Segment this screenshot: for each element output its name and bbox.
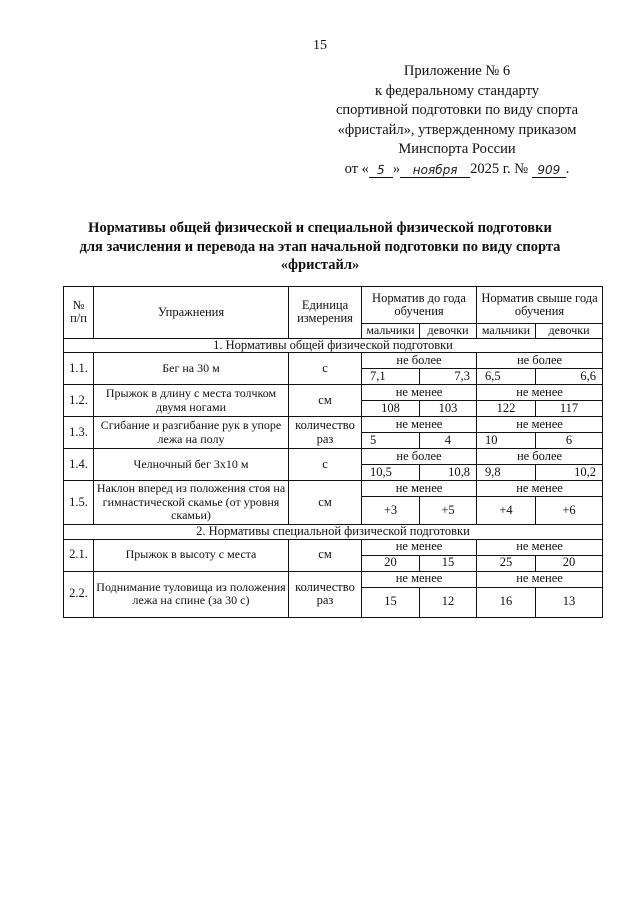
table-row (64, 481, 603, 497)
annex-line: Минспорта России (398, 141, 516, 157)
value-cell: +4 (477, 497, 536, 525)
value-cell: 15 (420, 555, 477, 571)
section-title: 1. Нормативы общей физической подготовки (64, 338, 603, 353)
annex-line: «фристайл», утвержденному приказом (337, 121, 577, 138)
row-exercise: Наклон вперед из положения стоя на гимнастической скамье (от уровня скамьи) (94, 481, 289, 525)
order-quote: » (392, 160, 401, 177)
row-number: 2.1. (64, 539, 94, 571)
row-exercise: Прыжок в высоту с места (94, 539, 289, 571)
value-cell: 117 (536, 401, 603, 417)
value-cell: 9,8 (477, 465, 536, 481)
order-line (312, 160, 602, 180)
value-cell: 6 (536, 433, 603, 449)
row-unit: количество раз (289, 571, 362, 617)
row-number: 2.2. (64, 571, 94, 617)
section-row (64, 338, 603, 353)
header-num: № п/п (64, 287, 94, 339)
row-qualifier: не менее (477, 539, 603, 555)
row-qualifier: не менее (362, 417, 477, 433)
value-cell: 13 (536, 587, 603, 617)
order-prefix: от « (344, 160, 369, 177)
table-row (64, 385, 603, 401)
header-girls: девочки (536, 324, 603, 339)
value-cell: 16 (477, 587, 536, 617)
value-cell: 122 (477, 401, 536, 417)
row-number: 1.5. (64, 481, 94, 525)
row-qualifier: не менее (477, 385, 603, 401)
row-qualifier: не более (362, 353, 477, 369)
row-qualifier: не менее (477, 481, 603, 497)
value-cell: 5 (362, 433, 420, 449)
row-qualifier: не менее (362, 571, 477, 587)
order-end: . (565, 160, 570, 177)
value-cell: 7,3 (420, 369, 477, 385)
order-month: ноября (400, 163, 470, 178)
norms-table (63, 286, 603, 618)
value-cell: 10,2 (536, 465, 603, 481)
order-day: 5 (369, 163, 393, 178)
row-qualifier: не менее (477, 417, 603, 433)
value-cell: 7,1 (362, 369, 420, 385)
table-row (64, 449, 603, 465)
row-number: 1.2. (64, 385, 94, 417)
section-title: 2. Нормативы специальной физической подготовки (64, 525, 603, 540)
header-before-year: Норматив до года обучения (362, 287, 477, 324)
title-line: «фристайл» (280, 257, 360, 273)
row-exercise: Прыжок в длину с места толчком двумя ногами (94, 385, 289, 417)
row-exercise: Бег на 30 м (94, 353, 289, 385)
title-line: Нормативы общей физической и специальной физической подготовки (88, 220, 552, 236)
value-cell: 6,5 (477, 369, 536, 385)
header-girls: девочки (420, 324, 477, 339)
table-header-row (64, 287, 603, 324)
row-unit: количество раз (289, 417, 362, 449)
row-unit: см (289, 539, 362, 571)
value-cell: 4 (420, 433, 477, 449)
value-cell: 6,6 (536, 369, 603, 385)
row-qualifier: не менее (362, 385, 477, 401)
annex-line: к федеральному стандарту (375, 82, 539, 99)
annex-line: спортивной подготовки по виду спорта (335, 102, 579, 118)
header-boys: мальчики (362, 324, 420, 339)
row-qualifier: не более (477, 449, 603, 465)
page-number: 15 (313, 38, 327, 53)
row-exercise: Сгибание и разгибание рук в упоре лежа на полу (94, 417, 289, 449)
row-qualifier: не менее (362, 481, 477, 497)
value-cell: 25 (477, 555, 536, 571)
value-cell: 108 (362, 401, 420, 417)
row-unit: см (289, 481, 362, 525)
row-exercise: Челночный бег 3х10 м (94, 449, 289, 481)
header-unit: Единица измерения (289, 287, 362, 339)
value-cell: 10,8 (420, 465, 477, 481)
row-unit: см (289, 385, 362, 417)
section-row (64, 525, 603, 540)
title-line: для зачисления и перевода на этап начальной подготовки по виду спорта (79, 238, 561, 255)
value-cell: 12 (420, 587, 477, 617)
table-row (64, 353, 603, 369)
header-after-year: Норматив свыше года обучения (477, 287, 603, 324)
value-cell: +3 (362, 497, 420, 525)
value-cell: 15 (362, 587, 420, 617)
order-number: 909 (532, 163, 566, 178)
row-unit: с (289, 353, 362, 385)
row-number: 1.1. (64, 353, 94, 385)
value-cell: +5 (420, 497, 477, 525)
value-cell: +6 (536, 497, 603, 525)
header-exercise: Упражнения (94, 287, 289, 339)
row-qualifier: не менее (477, 571, 603, 587)
row-number: 1.3. (64, 417, 94, 449)
row-number: 1.4. (64, 449, 94, 481)
header-boys: мальчики (477, 324, 536, 339)
table-row (64, 417, 603, 433)
value-cell: 10 (477, 433, 536, 449)
value-cell: 103 (420, 401, 477, 417)
annex-header (312, 62, 602, 179)
value-cell: 10,5 (362, 465, 420, 481)
table-row (64, 571, 603, 587)
row-exercise: Поднимание туловища из положения лежа на спине (за 30 с) (94, 571, 289, 617)
row-qualifier: не более (477, 353, 603, 369)
table-row (64, 539, 603, 555)
row-qualifier: не более (362, 449, 477, 465)
order-year: 2025 г. № (470, 160, 529, 177)
value-cell: 20 (362, 555, 420, 571)
annex-line: Приложение № 6 (403, 63, 511, 79)
document-title (60, 219, 580, 275)
value-cell: 20 (536, 555, 603, 571)
row-qualifier: не менее (362, 539, 477, 555)
row-unit: с (289, 449, 362, 481)
